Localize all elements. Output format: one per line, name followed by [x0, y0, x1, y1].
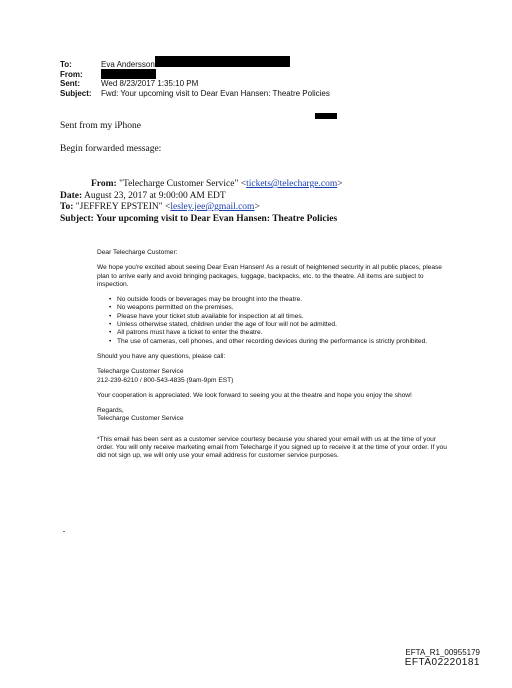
- header-sent-row: [60, 79, 330, 89]
- header-sent-label: Sent:: [60, 79, 80, 88]
- message-body: [97, 249, 452, 468]
- scan-speck: [63, 531, 65, 532]
- forwarded-header: [60, 179, 343, 225]
- forwarded-from-email-link[interactable]: tickets@telecharge.com: [246, 179, 338, 189]
- forwarded-from-row: [60, 179, 343, 191]
- forwarded-to-label: To:: [60, 202, 74, 212]
- header-from-label: From:: [60, 69, 83, 79]
- document-footer: [405, 648, 480, 668]
- header-to-value: Eva Andersson: [101, 60, 155, 69]
- footer-id-large: EFTA02220181: [404, 657, 480, 668]
- forwarded-date-row: [60, 191, 343, 203]
- begin-forwarded-message: Begin forwarded message:: [60, 144, 162, 154]
- regards: Regards,: [97, 407, 124, 415]
- header-to-label: To:: [60, 60, 72, 69]
- policy-item: • Please have your ticket stub available for inspection at all times.: [109, 313, 452, 321]
- cooperation-paragraph: Your cooperation is appreciated. We look forward to seeing you at the theatre and hope you enjoy the show!: [97, 391, 412, 399]
- forwarded-subject-value: Your upcoming visit to Dear Evan Hansen: Theatre Policies: [96, 213, 338, 224]
- header-subject-row: [60, 89, 330, 99]
- redaction-bar-to: [155, 56, 290, 67]
- redaction-bar-small: [315, 113, 337, 119]
- contact-block: [97, 368, 452, 385]
- forwarded-date-value: August 23, 2017 at 9:00:00 AM EDT: [84, 190, 226, 201]
- forwarded-subject-row: [60, 214, 343, 226]
- service-phone: 212-239-6210 / 800-543-4835 (9am-9pm EST): [97, 376, 234, 384]
- header-subject-label: Subject:: [60, 88, 92, 98]
- policy-item: • No outside foods or beverages may be brought into the theatre.: [109, 296, 452, 304]
- policy-item: • Unless otherwise stated, children under the age of four will not be admitted.: [109, 321, 452, 329]
- policy-item: • All patrons must have a ticket to enter the theatre.: [109, 329, 452, 337]
- service-name: Telecharge Customer Service: [97, 368, 184, 376]
- footer-id-small: EFTA_R1_00955179: [405, 648, 480, 657]
- policy-item: • No weapons permitted on the premises.: [109, 304, 452, 312]
- policy-list: [97, 296, 452, 346]
- questions-line: Should you have any questions, please call:: [97, 352, 226, 360]
- forwarded-from-label: From:: [91, 179, 117, 189]
- forwarded-from-name: "Telecharge Customer Service" <: [119, 179, 247, 189]
- redaction-bar-from: [101, 69, 156, 79]
- intro-paragraph: We hope you're excited about seeing Dear Evan Hansen! As a result of heightened security in all public places, please plan to arrive early and avoid bringing packages, luggage, backpacks, etc. to the theatre. All items are subject to inspection.: [97, 264, 442, 288]
- forwarded-to-close: >: [254, 202, 260, 212]
- header-subject-value: Fwd: Your upcoming visit to Dear Evan Hansen: Theatre Policies: [101, 88, 330, 98]
- policy-item: • The use of cameras, cell phones, and other recording devices during the performance is strictly prohibited.: [109, 338, 452, 346]
- forwarded-subject-label: Subject:: [60, 213, 94, 224]
- closing-block: [97, 407, 452, 424]
- header-sent-value: Wed 8/23/2017 1:35:10 PM: [101, 79, 199, 88]
- forwarded-to-email-link[interactable]: lesley.jee@gmail.com: [170, 202, 255, 212]
- forwarded-to-name: "JEFFREY EPSTEIN" <: [75, 202, 171, 212]
- greeting: Dear Telecharge Customer:: [97, 249, 178, 256]
- signature: Telecharge Customer Service: [97, 415, 184, 423]
- forwarded-from-close: >: [337, 179, 343, 189]
- disclaimer-paragraph: *This email has been sent as a customer service courtesy because you shared your email with us at the time of your order. You will only receive marketing email from Telecharge if you signed up to receive it at the time of your order. If you did not sign up, we will only use your email address for customer service purposes.: [97, 435, 447, 460]
- forwarded-date-label: Date:: [60, 190, 83, 201]
- forwarded-to-row: [60, 202, 343, 214]
- sent-from-iphone: Sent from my iPhone: [60, 121, 142, 131]
